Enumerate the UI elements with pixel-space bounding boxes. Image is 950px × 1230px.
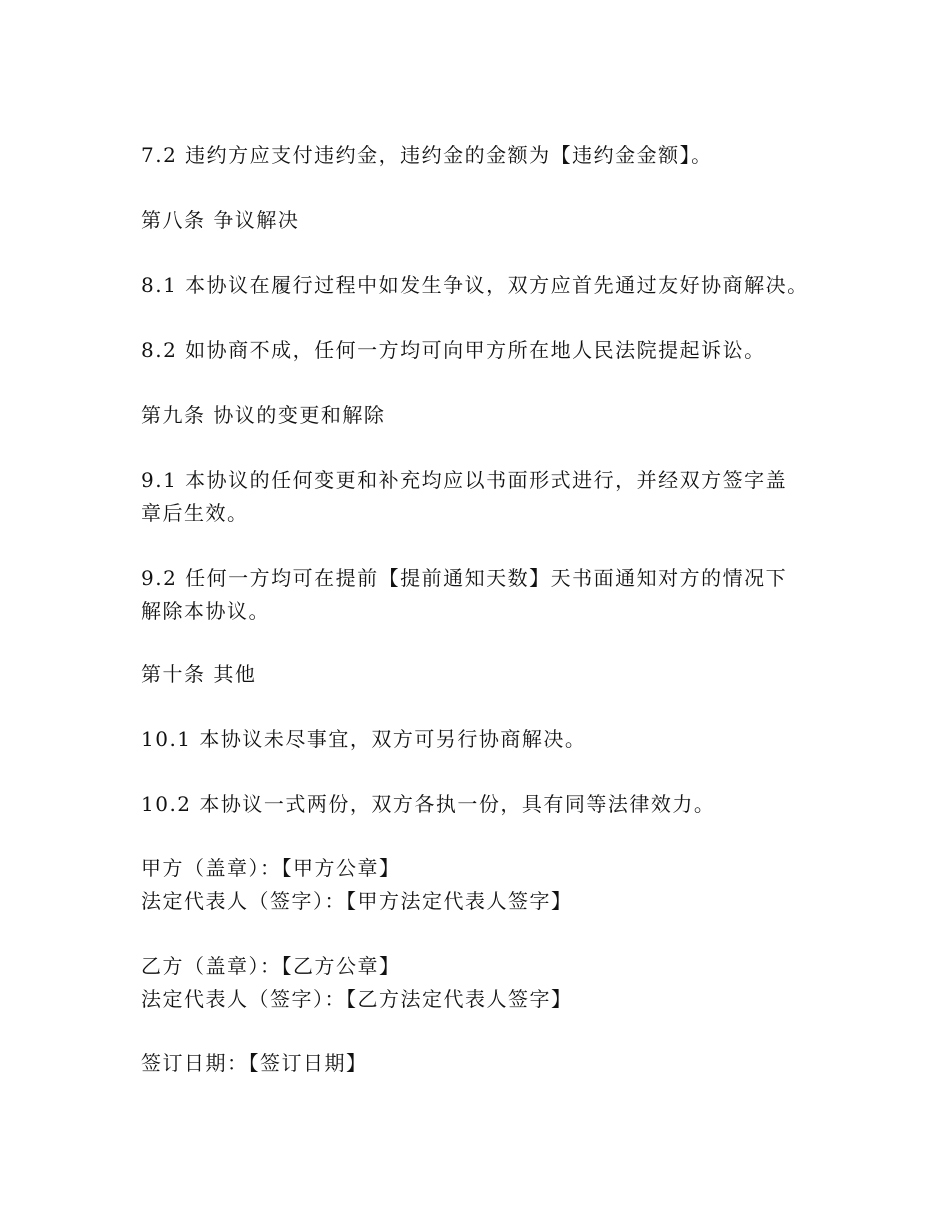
clause-10-2: 10.2 本协议一式两份，双方各执一份，具有同等法律效力。 <box>141 792 716 816</box>
article-8-heading: 第八条 争议解决 <box>141 208 300 232</box>
clause-9-2-line-2: 解除本协议。 <box>141 599 270 623</box>
clause-9-1-line-2: 章后生效。 <box>141 501 249 525</box>
signing-date-line: 签订日期：【签订日期】 <box>141 1051 368 1075</box>
party-a-representative-line: 法定代表人（签字）：【甲方法定代表人签字】 <box>141 889 573 913</box>
article-9-heading: 第九条 协议的变更和解除 <box>141 403 386 427</box>
party-b-seal-line: 乙方（盖章）：【乙方公章】 <box>141 954 401 978</box>
clause-7-2: 7.2 违约方应支付违约金，违约金的金额为【违约金金额】。 <box>141 143 713 167</box>
clause-10-1: 10.1 本协议未尽事宜，双方可另行协商解决。 <box>141 727 587 751</box>
party-a-seal-line: 甲方（盖章）：【甲方公章】 <box>141 856 401 880</box>
party-b-representative-line: 法定代表人（签字）：【乙方法定代表人签字】 <box>141 987 573 1011</box>
article-10-heading: 第十条 其他 <box>141 662 257 686</box>
clause-9-1-line-1: 9.1 本协议的任何变更和补充均应以书面形式进行，并经双方签字盖 <box>141 468 788 492</box>
clause-8-2: 8.2 如协商不成，任何一方均可向甲方所在地人民法院提起诉讼。 <box>141 338 766 362</box>
clause-8-1: 8.1 本协议在履行过程中如发生争议，双方应首先通过友好协商解决。 <box>141 273 809 297</box>
clause-9-2-line-1: 9.2 任何一方均可在提前【提前通知天数】天书面通知对方的情况下 <box>141 566 788 590</box>
